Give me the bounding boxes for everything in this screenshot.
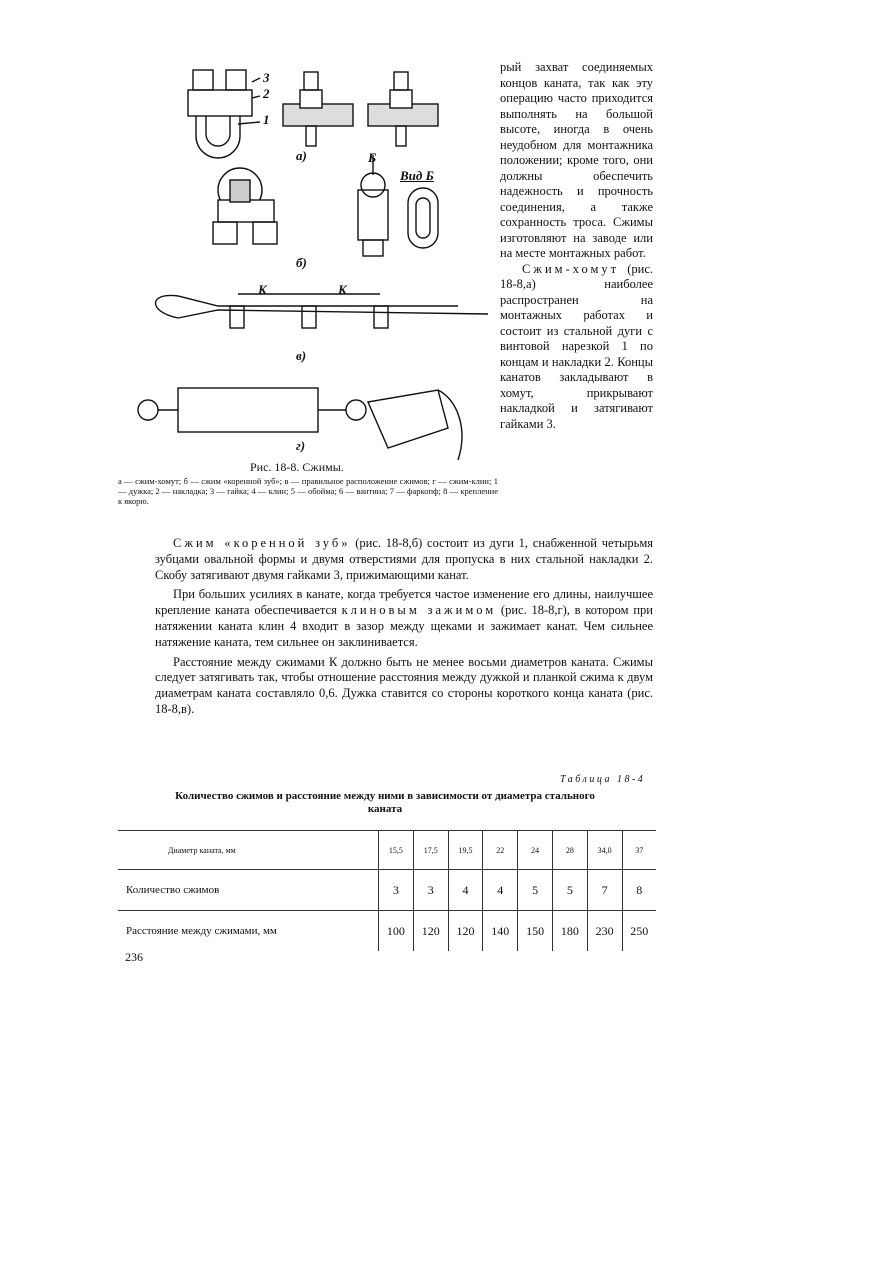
clamps-table <box>118 830 656 951</box>
clamps-drawing <box>118 60 498 460</box>
clamp-a-front <box>188 70 260 158</box>
arrow-b-label: Б <box>368 150 377 165</box>
fig-label-a: а) <box>296 148 307 163</box>
table-title: Количество сжимов и расстояние между ними в зависимости от диаметра стального каната <box>175 790 595 815</box>
term-root-tooth: Сжим «коренной зуб» <box>173 536 351 550</box>
table-cell: 250 <box>622 911 656 952</box>
table-cell: 100 <box>379 911 414 952</box>
row-label: Количество сжимов <box>118 870 379 911</box>
body-para-3: Расстояние между сжимами К должно быть не менее восьми диаметров каната. Сжимы следует затягивать так, чтобы отношение расстояния между дужкой и планкой сжима к двум диаметрам каната составляло 0,6. Дужка ставится со стороны короткого конца каната (рис. 18-8,в). <box>155 654 653 716</box>
term-wedge-clamp: клиновым зажимом <box>341 603 497 618</box>
clamps-arrangement <box>156 294 489 328</box>
table-cell: 180 <box>552 911 587 952</box>
body-para-2-a: При больших усилиях в канате, когда требуется частое изменение его длины, наилучшее крепление каната обеспечивается <box>155 587 653 618</box>
body-para-1 <box>155 536 653 583</box>
clamp-b-side <box>358 155 388 256</box>
body-para-2-b: (рис. 18-8,г), в котором при натяжении каната клин 4 входит в зазор между щеками и зажимает канат. Чем сильнее натяжение каната, тем сильнее он заклинивается. <box>155 603 653 649</box>
table-cell: 17,5 <box>413 831 448 870</box>
clamp-b-view <box>408 188 438 248</box>
table-cell: 230 <box>587 911 622 952</box>
body-text <box>155 536 653 722</box>
table-cell: 3 <box>379 870 414 911</box>
table-label: Таблица 18-4 <box>560 774 646 785</box>
table-cell: 37 <box>622 831 656 870</box>
right-para-1: рый захват соединяемых концов каната, так как эту операцию часто приходится выполнять на большой высоте, иногда в очень неудобном для монтажника положении; кроме того, они должны обеспечить надежность и прочность соединения, а также сохранность троса. Сжимы изготовляют на заводе или на месте монтажных работ. <box>500 60 653 260</box>
fig-label-g: г) <box>296 438 306 453</box>
page-number: 236 <box>125 950 143 964</box>
table-cell: 8 <box>622 870 656 911</box>
clamp-b-front <box>213 168 277 244</box>
body-para-1-text: (рис. 18-8,б) состоит из дуги 1, снабженной четырьмя зубцами овальной формы и двумя отверстиями для пропуска в них стальной накладки 2. Скобу затягивают двумя гайками 3, прижимающими канат. <box>155 536 654 582</box>
table-cell: 24 <box>518 831 553 870</box>
figure-caption-title: Рис. 18-8. Сжимы. <box>250 460 344 474</box>
clamp-a-side2 <box>368 72 438 146</box>
table-cell: 150 <box>518 911 553 952</box>
fig-label-b: б) <box>296 255 307 270</box>
dimension-k-2: К <box>338 282 347 297</box>
table-cell: 140 <box>483 911 518 952</box>
table-cell: 5 <box>518 870 553 911</box>
term-clamp-collar: Сжим-хомут <box>522 261 620 276</box>
right-column-text <box>500 60 653 432</box>
table-cell: 3 <box>413 870 448 911</box>
callout-2: 2 <box>263 86 270 101</box>
right-para-2 <box>500 262 653 433</box>
row-label: Расстояние между сжимами, мм <box>118 911 379 952</box>
table-row <box>118 911 656 952</box>
table-cell: 28 <box>552 831 587 870</box>
table-cell: 7 <box>587 870 622 911</box>
body-para-2 <box>155 587 653 650</box>
figure-18-8 <box>118 60 498 530</box>
table-cell: 120 <box>413 911 448 952</box>
table-cell: 4 <box>448 870 483 911</box>
callout-1: 1 <box>263 112 270 127</box>
table-cell: 22 <box>483 831 518 870</box>
right-para-2-text: (рис. 18-8,а) наиболее распространен на монтажных работах и состоит из стальной дуги с винтовой нарезкой 1 по концам и накладки 2. Концы канатов закладывают в хомут, прикрывают накладкой и затягивают гайками 3. <box>500 261 653 431</box>
table-cell: 120 <box>448 911 483 952</box>
table-cell: 19,5 <box>448 831 483 870</box>
view-b-label: Вид Б <box>400 168 434 183</box>
clamp-a-side1 <box>283 72 353 146</box>
table-header-row <box>118 831 656 870</box>
table-cell: 15,5 <box>379 831 414 870</box>
callout-3: 3 <box>263 70 270 85</box>
dimension-k-1: К <box>258 282 267 297</box>
header-label: Диаметр каната, мм <box>118 831 379 870</box>
fig-label-v: в) <box>296 348 307 363</box>
table-cell: 5 <box>552 870 587 911</box>
figure-caption-legend: а — сжим-хомут; б — сжим «коренной зуб»; в — правильное расположение сжимов; г — сжим-клин; 1 — дужка; 2 — накладка; 3 — гайка; 4 — клин; 5 — обойма; 6 — вантина; 7 — фаркопф; 8 — крепление к якорю. <box>118 476 498 506</box>
table-row <box>118 870 656 911</box>
table-cell: 34,0 <box>587 831 622 870</box>
table-cell: 4 <box>483 870 518 911</box>
